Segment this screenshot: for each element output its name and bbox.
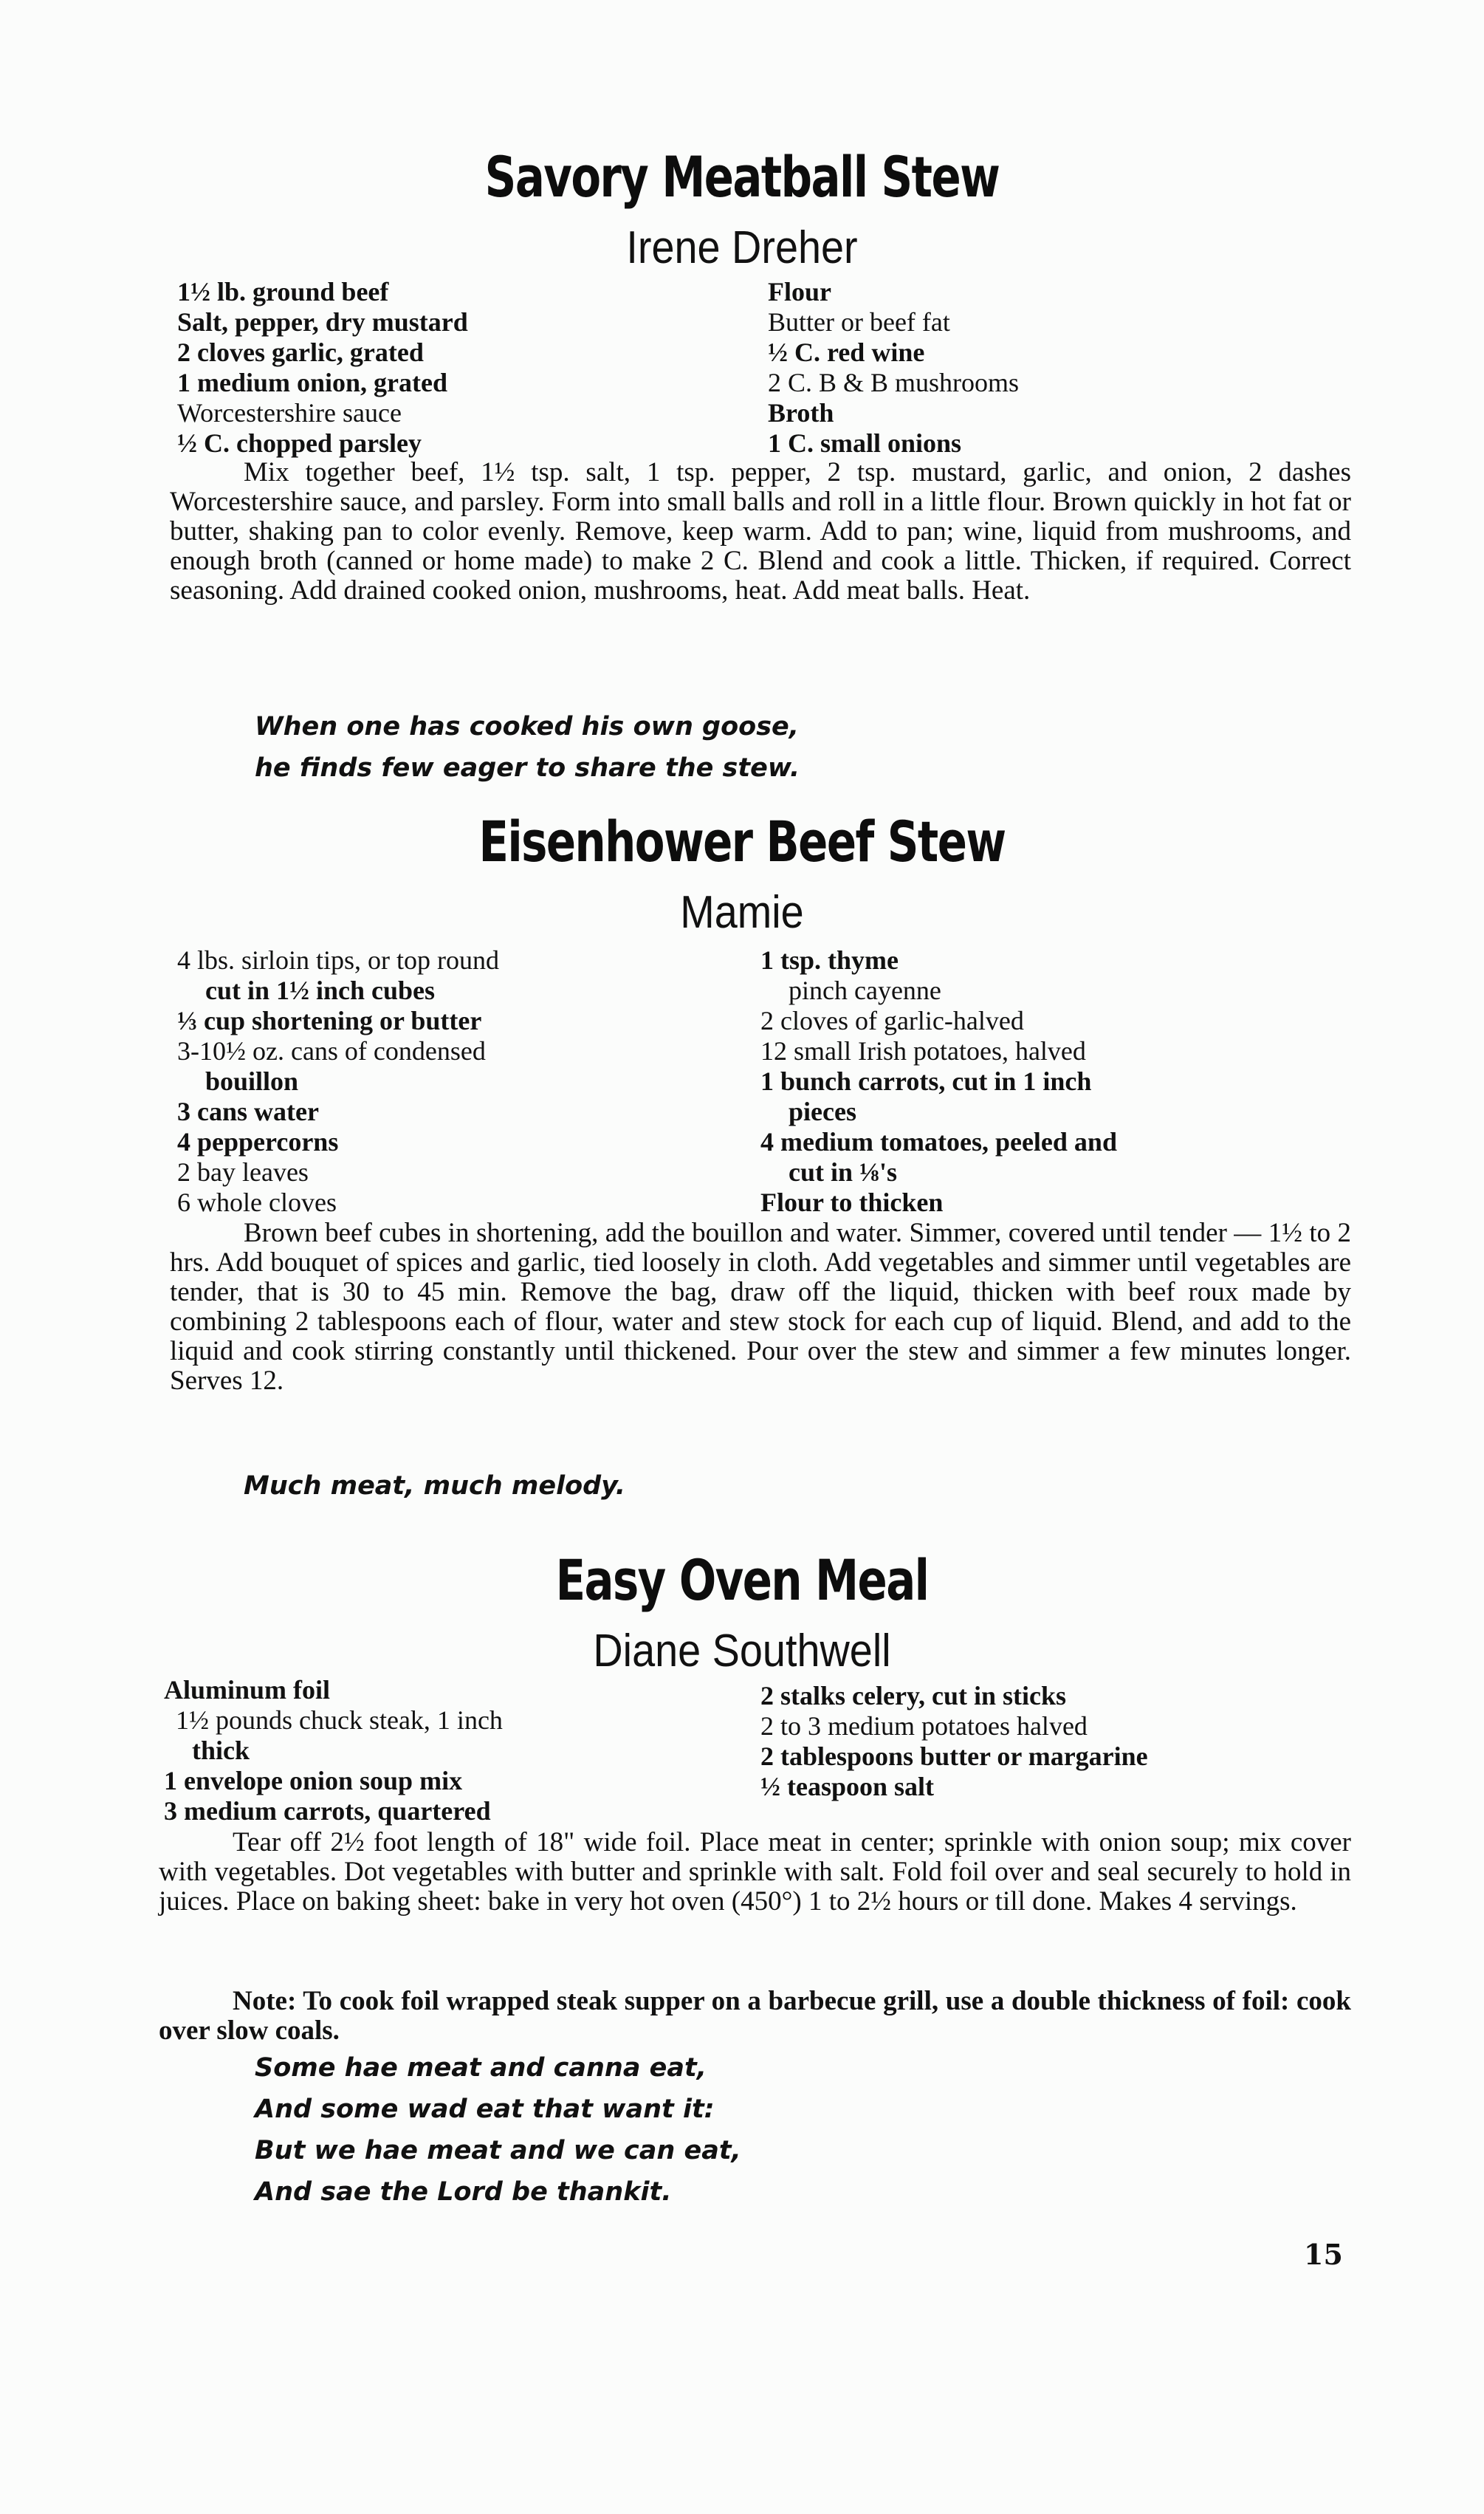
ingredient: 2 cloves garlic, grated bbox=[177, 338, 424, 367]
ingredient: cut in 1½ inch cubes bbox=[205, 976, 436, 1005]
ingredient: cut in ⅛'s bbox=[789, 1157, 898, 1187]
ingredient: Aluminum foil bbox=[164, 1675, 331, 1705]
ingredient: 6 whole cloves bbox=[177, 1188, 337, 1217]
ingredient: 1½ pounds chuck steak, 1 inch bbox=[176, 1705, 503, 1735]
ingredient: pinch cayenne bbox=[789, 976, 941, 1005]
ingredient: Butter or beef fat bbox=[768, 307, 950, 337]
ingredient: 3 cans water bbox=[177, 1097, 319, 1126]
ingredient: 2 to 3 medium potatoes halved bbox=[760, 1711, 1088, 1741]
ingredient: 2 stalks celery, cut in sticks bbox=[760, 1681, 1066, 1710]
ingredient: thick bbox=[192, 1736, 250, 1765]
ingredient: 1 C. small onions bbox=[768, 428, 962, 458]
ingredient: 1 bunch carrots, cut in 1 inch bbox=[760, 1066, 1092, 1096]
recipe-poem bbox=[255, 2047, 741, 2213]
ingredient: 3 medium carrots, quartered bbox=[164, 1796, 491, 1826]
poem-line: And sae the Lord be thankit. bbox=[255, 2177, 672, 2207]
ingredient: 3-10½ oz. cans of condensed bbox=[177, 1036, 486, 1066]
ingredient: Salt, pepper, dry mustard bbox=[177, 307, 468, 337]
ingredient: Flour bbox=[768, 277, 831, 306]
ingredients-right bbox=[760, 1681, 1148, 1802]
recipe-directions: Mix together beef, 1½ tsp. salt, 1 tsp. pepper, 2 tsp. mustard, garlic, and onion, 2 dashes Worcestershire sauce, and parsley. Form into small balls and roll in a little flour. Brown quickly in hot fat or butter, shaking pan to color evenly. Remove, keep warm. Add to pan; wine, liquid from mushrooms, and enough broth (canned or home made) to make 2 C. Blend and cook a little. Thicken, if required. Correct seasoning. Add drained cooked onion, mushrooms, heat. Add meat balls. Heat. bbox=[170, 457, 1351, 606]
recipe-author: Mamie bbox=[680, 887, 804, 938]
ingredient: ½ C. red wine bbox=[768, 338, 925, 367]
recipe-author: Diane Southwell bbox=[593, 1626, 891, 1676]
ingredient: pieces bbox=[789, 1097, 856, 1126]
ingredient: Broth bbox=[768, 398, 834, 428]
ingredient: 1 tsp. thyme bbox=[760, 945, 899, 975]
ingredient: 2 bay leaves bbox=[177, 1157, 309, 1187]
ingredients-right bbox=[760, 945, 1117, 1218]
recipe-quote bbox=[255, 706, 800, 789]
ingredient: 4 medium tomatoes, peeled and bbox=[760, 1127, 1117, 1157]
ingredient: bouillon bbox=[205, 1066, 299, 1096]
recipe-title: Easy Oven Meal bbox=[555, 1547, 929, 1613]
ingredient: Worcestershire sauce bbox=[177, 398, 402, 428]
ingredient: 4 lbs. sirloin tips, or top round bbox=[177, 945, 500, 975]
ingredient: 12 small Irish potatoes, halved bbox=[760, 1036, 1086, 1066]
quote-line: Much meat, much melody. bbox=[244, 1471, 626, 1501]
ingredient: 1½ lb. ground beef bbox=[177, 277, 389, 306]
ingredients-left bbox=[164, 1675, 503, 1826]
recipe-title: Eisenhower Beef Stew bbox=[478, 809, 1006, 874]
recipe-quote bbox=[244, 1465, 625, 1507]
recipe-directions: Tear off 2½ foot length of 18" wide foil. Place meat in center; sprinkle with onion soup; mix cover with vegetables. Dot vegetables with butter and sprinkle with salt. Fold foil over and seal securely to hold in juices. Place on baking sheet: bake in very hot oven (450°) 1 to 2½ hours or till done. Makes 4 servings. bbox=[159, 1827, 1351, 1917]
ingredients-right bbox=[768, 277, 1019, 459]
poem-line: But we hae meat and we can eat, bbox=[255, 2136, 741, 2165]
recipe-directions: Brown beef cubes in shortening, add the bouillon and water. Simmer, covered until tender — 1½ to 2 hrs. Add bouquet of spices and garlic, tied loosely in cloth. Add vegetables and simmer until vegetables are tender, that is 30 to 45 min. Remove the bag, draw off the liquid, thicken with beef roux made by combining 2 tablespoons each of flour, water and stew stock for each cup of liquid. Blend, and add to the liquid and cook stirring constantly until thickened. Pour over the stew and simmer a few minutes longer. Serves 12. bbox=[170, 1218, 1351, 1396]
poem-line: Some hae meat and canna eat, bbox=[255, 2053, 707, 2083]
ingredient: 4 peppercorns bbox=[177, 1127, 339, 1157]
poem-line: And some wad eat that want it: bbox=[255, 2095, 715, 2124]
ingredient: 2 C. B & B mushrooms bbox=[768, 368, 1020, 397]
ingredient: ½ teaspoon salt bbox=[760, 1772, 935, 1801]
ingredient: 1 medium onion, grated bbox=[177, 368, 448, 397]
ingredients-left bbox=[177, 945, 499, 1218]
ingredient: 2 cloves of garlic-halved bbox=[760, 1006, 1024, 1035]
ingredient: Flour to thicken bbox=[760, 1188, 944, 1217]
ingredient: ⅓ cup shortening or butter bbox=[177, 1006, 482, 1035]
ingredients-left bbox=[177, 277, 468, 459]
ingredient: 1 envelope onion soup mix bbox=[164, 1766, 463, 1795]
recipe-author: Irene Dreher bbox=[626, 222, 858, 273]
ingredient: ½ C. chopped parsley bbox=[177, 428, 422, 458]
page-number: 15 bbox=[1304, 2238, 1343, 2271]
recipe-title: Savory Meatball Stew bbox=[484, 144, 1000, 210]
ingredient: 2 tablespoons butter or margarine bbox=[760, 1741, 1148, 1771]
quote-line: When one has cooked his own goose, bbox=[255, 712, 800, 741]
quote-line: he finds few eager to share the stew. bbox=[255, 753, 800, 783]
recipe-note: Note: To cook foil wrapped steak supper on a barbecue grill, use a double thickness of foil: cook over slow coals. bbox=[159, 1986, 1351, 2046]
